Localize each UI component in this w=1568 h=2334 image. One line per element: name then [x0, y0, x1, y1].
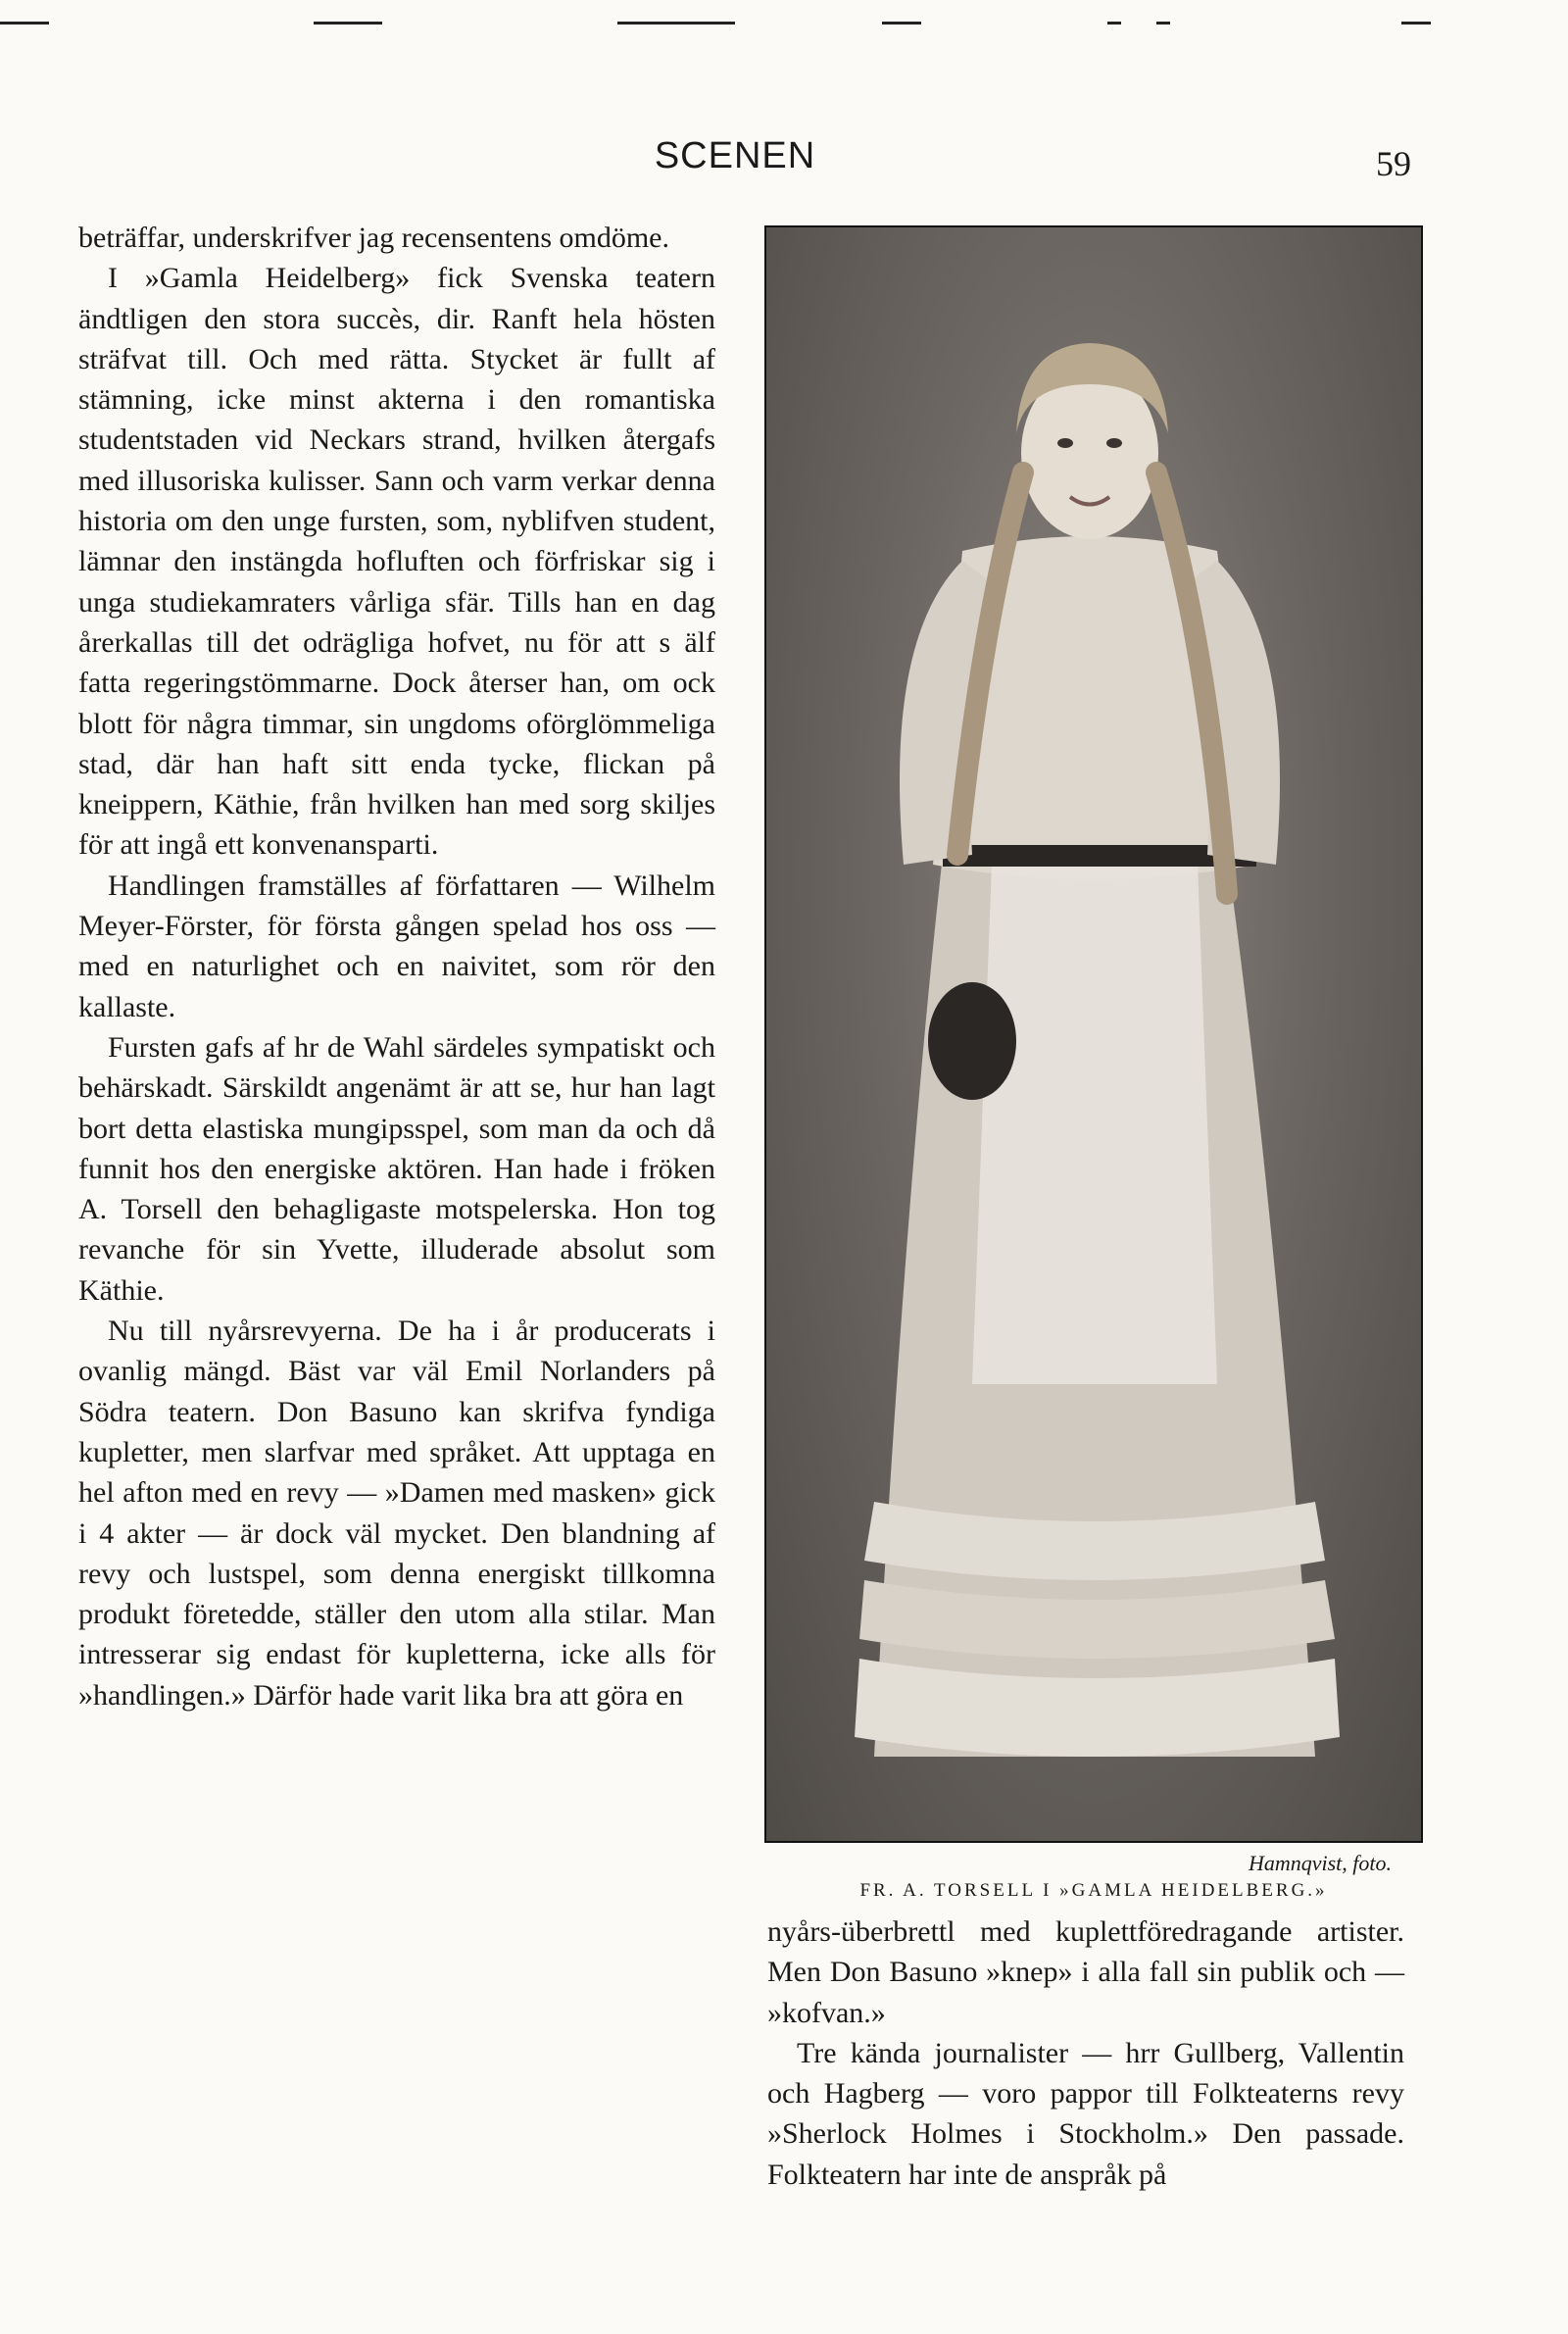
paragraph: nyårs-überbrettl med kuplettföredragande artister. Men Don Basuno »knep» i alla fall sin publik och — »kofvan.» [767, 1915, 1404, 2029]
scan-top-marks [0, 0, 1568, 39]
portrait-illustration [766, 227, 1421, 1841]
eye [1057, 438, 1073, 448]
bag [928, 982, 1016, 1100]
paragraph: Fursten gafs af hr de Wahl särdeles sympatiskt och behärskadt. Särskildt angenämt är att se, hur han lagt bort detta elastiska mungipsspel, som man da och då funnit hos den energiske aktören. Han hade i fröken A. Torsell den behagligaste motspelerska. Hon tog revanche för sin Yvette, illuderade absolut som Käthie. [78, 1030, 715, 1307]
eye [1106, 438, 1122, 448]
paragraph: beträffar, underskrifver jag recensentens omdöme. [78, 222, 669, 254]
photo-caption: FR. A. TORSELL I »GAMLA HEIDELBERG.» [859, 1880, 1328, 1901]
left-column [78, 218, 715, 1715]
paragraph: Nu till nyårsrevyerna. De ha i år producerats i ovanlig mängd. Bäst var väl Emil Norlanders på Södra teatern. Don Basuno kan skrifva fyndiga kupletter, men slarfvar med språket. Att upptaga en hel afton med en revy — »Damen med masken» gick i 4 akter — är dock väl mycket. Den blandning af revy och lustspel, som denna energiskt tillkomna produkt företedde, ställer den utom alla stilar. Man intresserar sig endast för kupletterna, icke alls för »handlingen.» Därför hade varit lika bra att göra en [78, 1315, 715, 1712]
apron [972, 865, 1217, 1384]
paragraph: I »Gamla Heidelberg» fick Svenska teatern ändtligen den stora succès, dir. Ranft hela hösten sträfvat till. Och med rätta. Stycket är fullt af stämning, icke minst akterna i den romantiska studentstaden vid Neckars strand, hvilken återgafs med illusoriska kulisser. Sann och varm verkar denna historia om den unge fursten, som, nyblifven student, lämnar den instängda hofluften och förfriskar sig i unga studiekamraters vårliga sfär. Tills han en dag årerkallas till det odrägliga hofvet, nu för att s älf fatta regeringstömmarne. Dock återser han, om ock blott för några timmar, sin ungdoms oförglömmeliga stad, där han haft sitt enda tycke, flickan på kneippern, Käthie, från hvilken han med sorg skiljes för att ingå ett konvenansparti. [78, 262, 715, 862]
paragraph: Tre kända journalister — hrr Gullberg, Vallentin och Hagberg — voro pappor till Folkteaterns revy »Sherlock Holmes i Stockholm.» Den passade. Folkteatern har inte de anspråk på [767, 2036, 1404, 2191]
right-column [767, 1912, 1404, 2195]
paragraph: Handlingen framställes af författaren — Wilhelm Meyer-Förster, för första gången spelad hos oss — med en naturlighet och en naivitet, som rör den kallaste. [78, 869, 715, 1023]
portrait-photo [764, 225, 1423, 1843]
page-title: SCENEN [654, 135, 816, 176]
photo-credit: Hamnqvist, foto. [1248, 1851, 1392, 1875]
page-number: 59 [1376, 144, 1411, 183]
